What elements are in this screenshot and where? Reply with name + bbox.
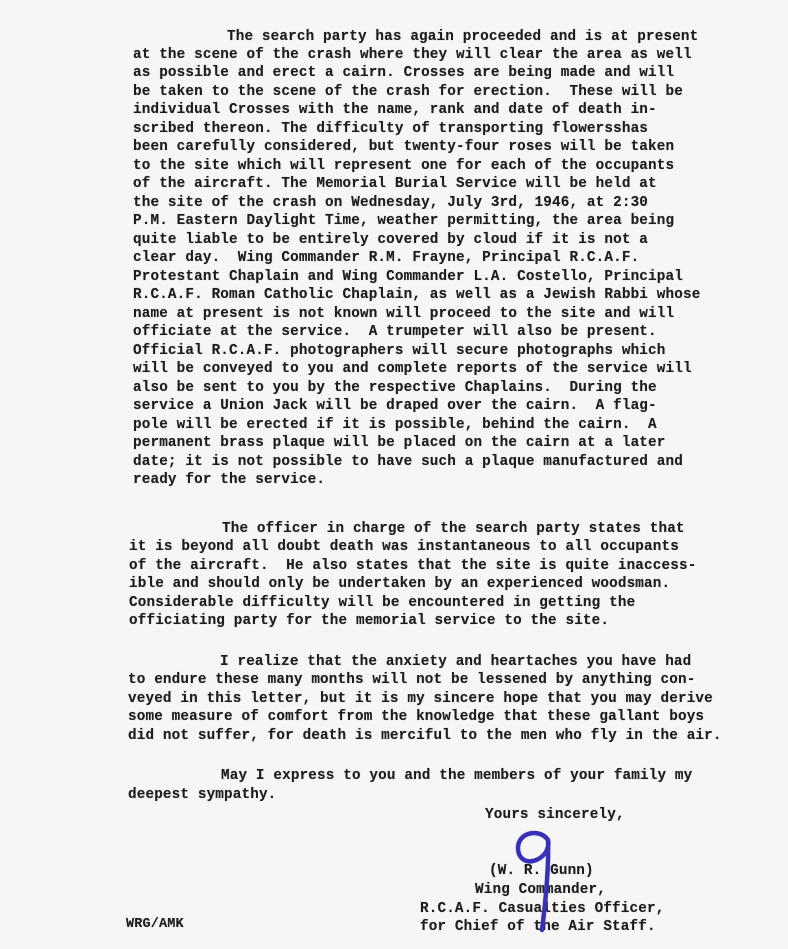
handwritten-signature: [512, 826, 560, 934]
text-line: of the aircraft. He also states that the site is quite inaccess-: [129, 558, 697, 574]
text-line: the site of the crash on Wednesday, July 3rd, 1946, at 2:30: [133, 195, 649, 211]
text-line: Protestant Chaplain and Wing Commander L.A. Costello, Principal: [133, 269, 683, 285]
text-line: also be sent to you by the respective Chaplains. During the: [133, 380, 657, 396]
text-line: did not suffer, for death is merciful to the men who fly in the air.: [128, 728, 722, 744]
text-line: service a Union Jack will be draped over the cairn. A flag-: [133, 398, 657, 414]
closing: Yours sincerely,: [485, 807, 625, 823]
text-line: scribed thereon. The difficulty of transporting flowersshas: [133, 121, 649, 137]
text-line: at the scene of the crash where they will clear the area as well: [133, 47, 692, 63]
text-line: ready for the service.: [133, 472, 326, 488]
text-line: individual Crosses with the name, rank and date of death in-: [133, 102, 657, 118]
text-line: May I express to you and the members of your family my: [221, 768, 693, 784]
text-line: be taken to the scene of the crash for erection. These will be: [133, 84, 683, 100]
text-line: clear day. Wing Commander R.M. Frayne, Principal R.C.A.F.: [133, 250, 640, 266]
text-line: The search party has again proceeded and is at present: [227, 29, 699, 45]
text-line: I realize that the anxiety and heartaches you have had: [220, 654, 692, 670]
text-line: R.C.A.F. Roman Catholic Chaplain, as well as a Jewish Rabbi whose: [133, 287, 701, 303]
text-line: of the aircraft. The Memorial Burial Service will be held at: [133, 176, 657, 192]
text-line: officiating party for the memorial service to the site.: [129, 613, 610, 629]
text-line: quite liable to be entirely covered by cloud if it is not a: [133, 232, 649, 248]
text-line: P.M. Eastern Daylight Time, weather permitting, the area being: [133, 213, 675, 229]
text-line: pole will be erected if it is possible, behind the cairn. A: [133, 417, 657, 433]
signatory-authority: for Chief of the Air Staff.: [420, 919, 656, 935]
text-line: ible and should only be undertaken by an experienced woodsman.: [129, 576, 671, 592]
text-line: permanent brass plaque will be placed on the cairn at a later: [133, 435, 666, 451]
text-line: to endure these many months will not be lessened by anything con-: [128, 672, 696, 688]
text-line: some measure of comfort from the knowledge that these gallant boys: [128, 709, 705, 725]
text-line: Official R.C.A.F. photographers will secure photographs which: [133, 343, 666, 359]
signatory-rank: Wing Commander,: [475, 882, 606, 898]
text-line: it is beyond all doubt death was instantaneous to all occupants: [129, 539, 679, 555]
text-line: deepest sympathy.: [128, 787, 277, 803]
text-line: date; it is not possible to have such a plaque manufactured and: [133, 454, 683, 470]
text-line: name at present is not known will proceed to the site and will: [133, 306, 675, 322]
signatory-name: (W. R. Gunn): [489, 863, 594, 879]
text-line: to the site which will represent one for each of the occupants: [133, 158, 675, 174]
text-line: will be conveyed to you and complete reports of the service will: [133, 361, 692, 377]
text-line: The officer in charge of the search party states that: [222, 521, 685, 537]
text-line: been carefully considered, but twenty-four roses will be taken: [133, 139, 675, 155]
text-line: Considerable difficulty will be encountered in getting the: [129, 595, 636, 611]
signatory-position: R.C.A.F. Casualties Officer,: [420, 901, 665, 917]
text-line: officiate at the service. A trumpeter will also be present.: [133, 324, 657, 340]
signature-stroke: [518, 833, 548, 930]
text-line: veyed in this letter, but it is my sincere hope that you may derive: [128, 691, 713, 707]
text-line: as possible and erect a cairn. Crosses are being made and will: [133, 65, 675, 81]
reference-initials: WRG/AMK: [126, 917, 184, 932]
